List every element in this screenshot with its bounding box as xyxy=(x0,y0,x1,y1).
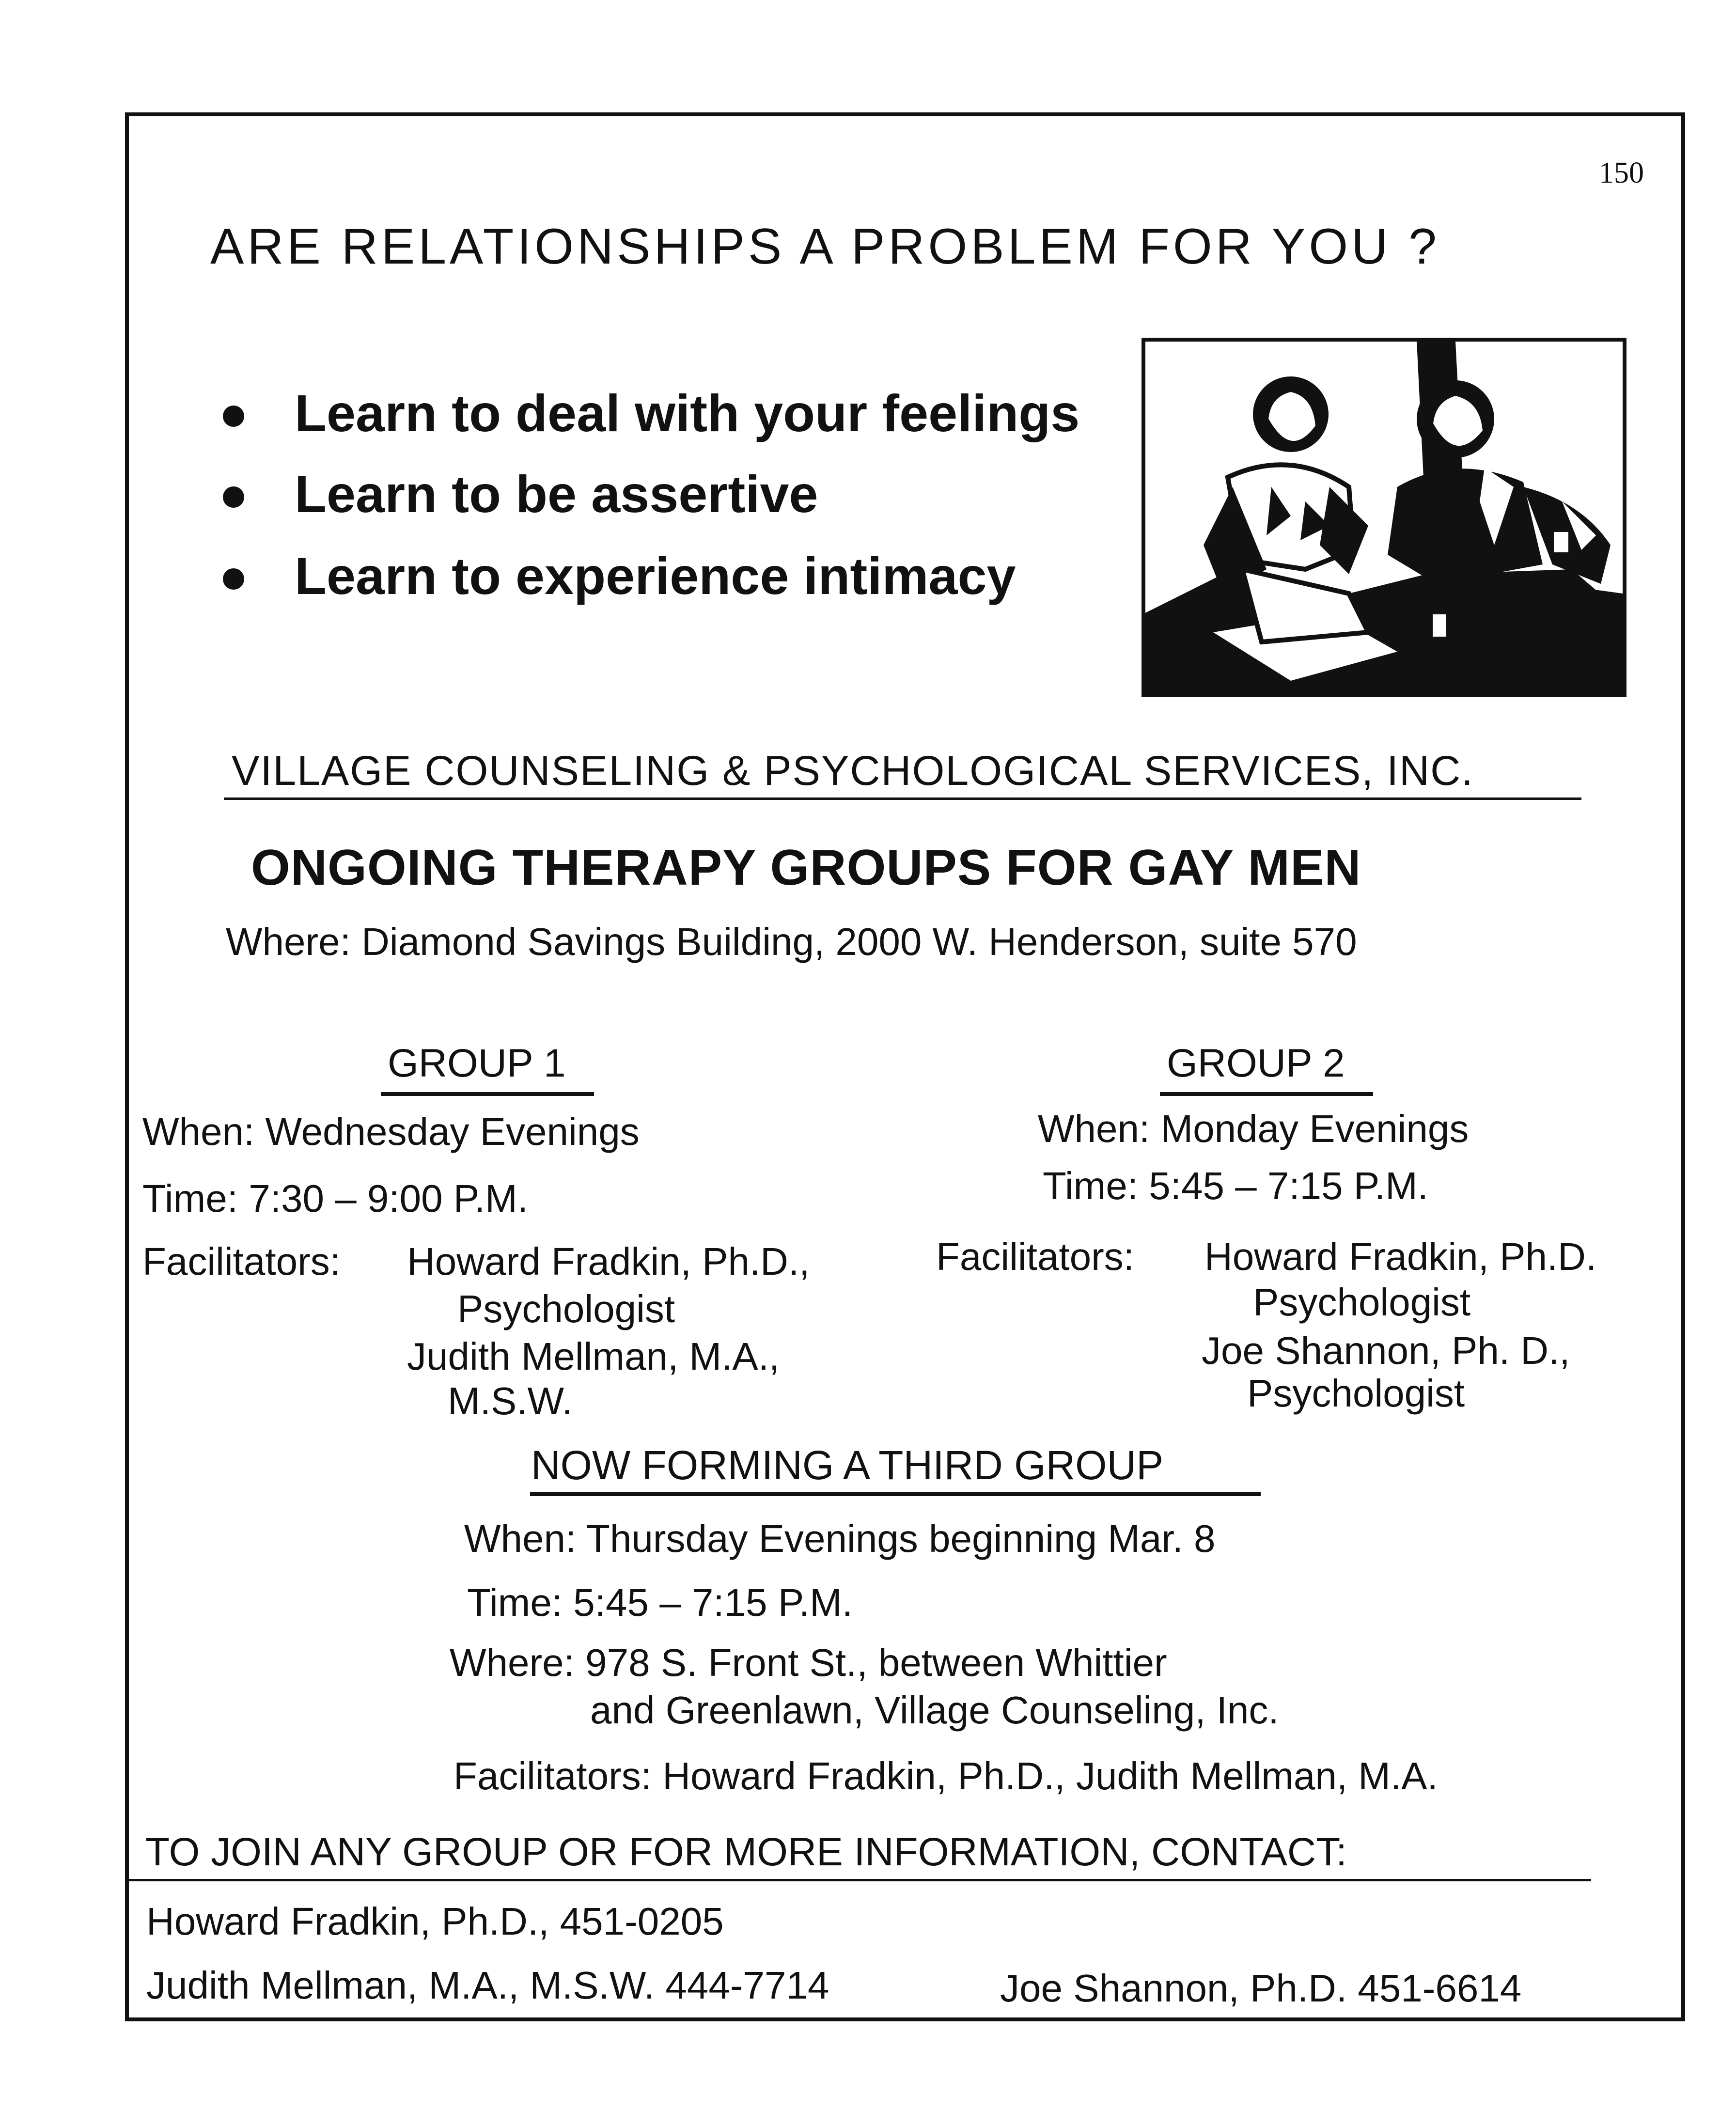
two-men-sitting-icon xyxy=(1145,342,1623,693)
organization-name: VILLAGE COUNSELING & PSYCHOLOGICAL SERVICES, INC. xyxy=(232,748,1474,794)
group-1-when: When: Wednesday Evenings xyxy=(142,1110,640,1153)
group-1-time: Time: 7:30 – 9:00 P.M. xyxy=(142,1177,528,1220)
group-3-facilitators: Facilitators: Howard Fradkin, Ph.D., Judith Mellman, M.A. xyxy=(454,1754,1438,1798)
group-1-facilitator-line: Howard Fradkin, Ph.D., xyxy=(407,1240,810,1283)
group-2-facilitator-line: Psychologist xyxy=(1247,1372,1465,1415)
bullet-dot-icon xyxy=(223,486,244,508)
group-3-when: When: Thursday Evenings beginning Mar. 8 xyxy=(464,1517,1216,1560)
group-2-facilitator-line: Joe Shannon, Ph. D., xyxy=(1202,1329,1570,1372)
group-1-facilitators-label: Facilitators: xyxy=(142,1240,341,1283)
contact-line-mellman: Judith Mellman, M.A., M.S.W. 444-7714 xyxy=(146,1964,829,2007)
group-3-where-continued: and Greenlawn, Village Counseling, Inc. xyxy=(590,1688,1279,1732)
group-2-when: When: Monday Evenings xyxy=(1038,1107,1469,1150)
group-2-facilitator-line: Howard Fradkin, Ph.D. xyxy=(1204,1235,1597,1278)
group-1-underline xyxy=(381,1092,594,1096)
group-1-facilitator-line: Judith Mellman, M.A., xyxy=(407,1335,780,1378)
group-1-facilitator-line: Psychologist xyxy=(457,1287,675,1330)
group-1-heading: GROUP 1 xyxy=(388,1041,566,1085)
contact-line-shannon: Joe Shannon, Ph.D. 451-6614 xyxy=(1000,1967,1522,2010)
contact-heading: TO JOIN ANY GROUP OR FOR MORE INFORMATION, CONTACT: xyxy=(145,1830,1347,1874)
group-3-heading: NOW FORMING A THIRD GROUP xyxy=(531,1442,1164,1488)
group-3-where: Where: 978 S. Front St., between Whittier xyxy=(450,1641,1167,1684)
headline: ARE RELATIONSHIPS A PROBLEM FOR YOU ? xyxy=(210,219,1440,275)
group-2-underline xyxy=(1160,1092,1373,1096)
location-line: Where: Diamond Savings Building, 2000 W. Henderson, suite 570 xyxy=(226,920,1357,963)
contact-line-fradkin: Howard Fradkin, Ph.D., 451-0205 xyxy=(146,1900,724,1943)
bullet-text: Learn to be assertive xyxy=(295,465,818,523)
group-1-facilitator-line: M.S.W. xyxy=(448,1379,573,1423)
contact-underline xyxy=(128,1879,1591,1881)
group-2-facilitator-line: Psychologist xyxy=(1253,1281,1471,1324)
bullet-text: Learn to deal with your feelings xyxy=(295,384,1080,442)
bullet-dot-icon xyxy=(223,406,244,427)
page-number: 150 xyxy=(1599,156,1644,189)
group-2-time: Time: 5:45 – 7:15 P.M. xyxy=(1043,1164,1428,1207)
group-2-facilitators-label: Facilitators: xyxy=(936,1235,1134,1278)
group-3-time: Time: 5:45 – 7:15 P.M. xyxy=(467,1581,853,1624)
bullet-text: Learn to experience intimacy xyxy=(295,547,1016,605)
group-3-underline xyxy=(530,1492,1261,1496)
main-title: ONGOING THERAPY GROUPS FOR GAY MEN xyxy=(251,840,1361,896)
organization-underline xyxy=(224,797,1581,800)
group-2-heading: GROUP 2 xyxy=(1167,1041,1345,1085)
bullet-dot-icon xyxy=(223,568,244,590)
two-men-sitting-illustration xyxy=(1142,338,1627,697)
